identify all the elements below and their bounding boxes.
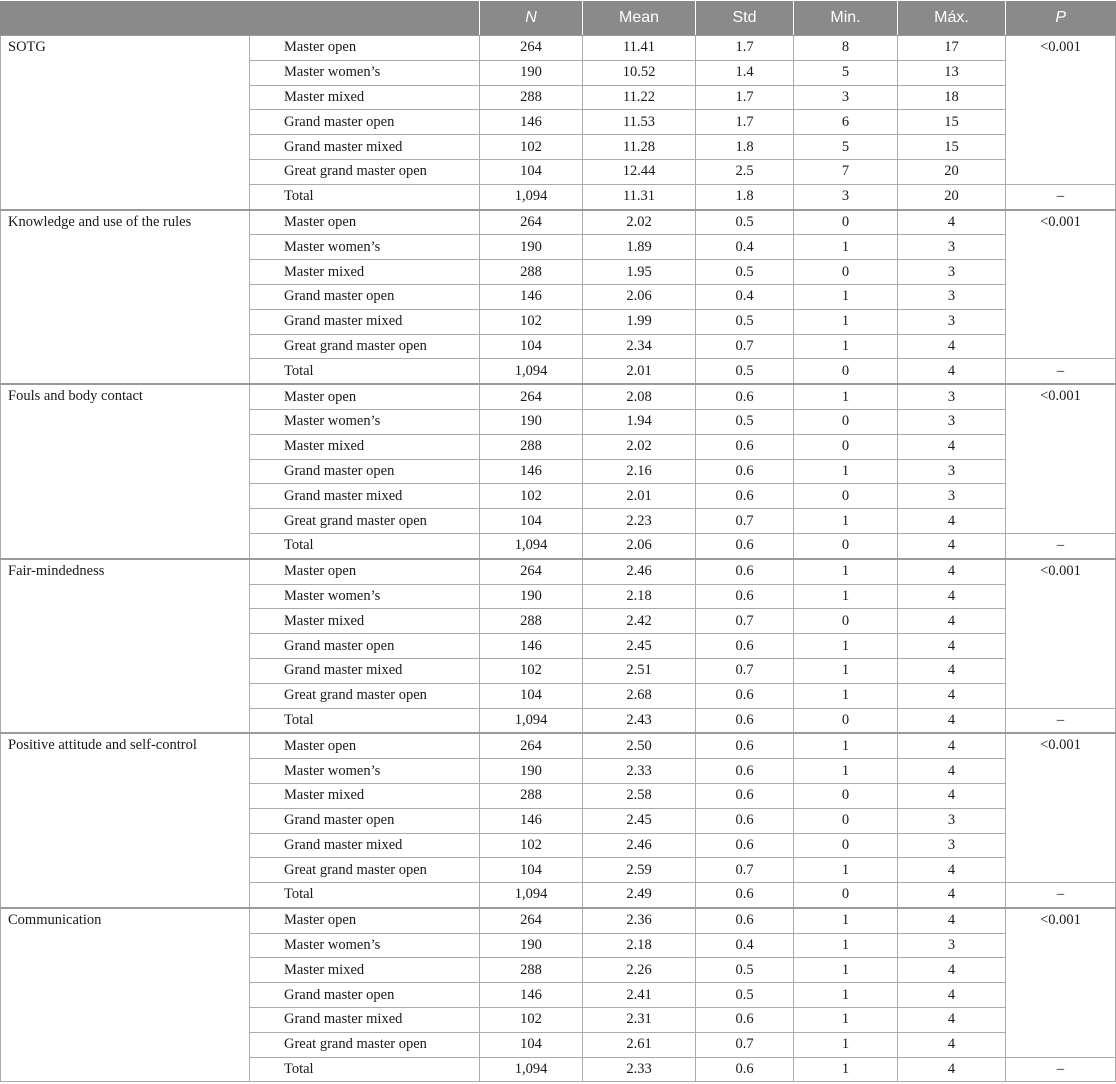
cell-mean: 2.46 bbox=[583, 833, 696, 858]
cell-mean: 2.18 bbox=[583, 584, 696, 609]
group-label: Master open bbox=[250, 559, 480, 584]
cell-n: 146 bbox=[480, 983, 583, 1008]
cell-n: 288 bbox=[480, 260, 583, 285]
table-row bbox=[1, 36, 1116, 61]
group-label: Master women’s bbox=[250, 235, 480, 260]
p-value: <0.001 bbox=[1006, 36, 1116, 185]
cell-min: 1 bbox=[794, 1032, 898, 1057]
cell-std: 0.6 bbox=[696, 484, 794, 509]
cell-mean: 11.53 bbox=[583, 110, 696, 135]
cell-min: 0 bbox=[794, 533, 898, 558]
cell-max: 3 bbox=[898, 260, 1006, 285]
cell-min: 1 bbox=[794, 933, 898, 958]
cell-std: 0.6 bbox=[696, 1008, 794, 1033]
cell-min: 0 bbox=[794, 833, 898, 858]
cell-min: 1 bbox=[794, 584, 898, 609]
group-label: Master open bbox=[250, 733, 480, 758]
cell-std: 0.6 bbox=[696, 733, 794, 758]
group-label: Grand master mixed bbox=[250, 1008, 480, 1033]
cell-max: 3 bbox=[898, 484, 1006, 509]
cell-min: 1 bbox=[794, 1008, 898, 1033]
group-label: Grand master open bbox=[250, 284, 480, 309]
cell-std: 0.5 bbox=[696, 210, 794, 235]
group-label: Great grand master open bbox=[250, 1032, 480, 1057]
cell-n: 190 bbox=[480, 584, 583, 609]
cell-min: 0 bbox=[794, 609, 898, 634]
cell-n: 264 bbox=[480, 733, 583, 758]
cell-min: 1 bbox=[794, 284, 898, 309]
cell-mean: 1.89 bbox=[583, 235, 696, 260]
cell-mean: 2.45 bbox=[583, 634, 696, 659]
cell-min: 3 bbox=[794, 85, 898, 110]
cell-mean: 2.02 bbox=[583, 434, 696, 459]
cell-min: 1 bbox=[794, 509, 898, 534]
cell-max: 4 bbox=[898, 359, 1006, 384]
cell-std: 0.6 bbox=[696, 759, 794, 784]
cell-max: 4 bbox=[898, 958, 1006, 983]
variable-label: Knowledge and use of the rules bbox=[1, 210, 250, 385]
cell-mean: 2.36 bbox=[583, 908, 696, 933]
cell-mean: 2.58 bbox=[583, 783, 696, 808]
cell-max: 4 bbox=[898, 759, 1006, 784]
cell-n: 102 bbox=[480, 135, 583, 160]
cell-mean: 2.02 bbox=[583, 210, 696, 235]
cell-n: 146 bbox=[480, 459, 583, 484]
table-row bbox=[1, 908, 1116, 933]
cell-n: 190 bbox=[480, 933, 583, 958]
header-std: Std bbox=[696, 1, 794, 36]
p-value: <0.001 bbox=[1006, 733, 1116, 882]
header-min: Min. bbox=[794, 1, 898, 36]
cell-max: 4 bbox=[898, 634, 1006, 659]
cell-max: 3 bbox=[898, 235, 1006, 260]
cell-mean: 1.94 bbox=[583, 409, 696, 434]
cell-mean: 2.46 bbox=[583, 559, 696, 584]
group-label: Grand master mixed bbox=[250, 309, 480, 334]
group-label: Master women’s bbox=[250, 759, 480, 784]
variable-label: Fouls and body contact bbox=[1, 384, 250, 559]
group-label: Total bbox=[250, 883, 480, 908]
cell-max: 4 bbox=[898, 983, 1006, 1008]
variable-label: Positive attitude and self-control bbox=[1, 733, 250, 908]
cell-min: 1 bbox=[794, 334, 898, 359]
cell-mean: 2.59 bbox=[583, 858, 696, 883]
cell-std: 1.7 bbox=[696, 85, 794, 110]
header-p: P bbox=[1006, 1, 1116, 36]
cell-std: 1.7 bbox=[696, 36, 794, 61]
cell-n: 102 bbox=[480, 484, 583, 509]
cell-max: 4 bbox=[898, 559, 1006, 584]
group-label: Great grand master open bbox=[250, 159, 480, 184]
cell-min: 1 bbox=[794, 908, 898, 933]
group-label: Grand master mixed bbox=[250, 658, 480, 683]
cell-n: 1,094 bbox=[480, 708, 583, 733]
cell-max: 3 bbox=[898, 284, 1006, 309]
cell-std: 0.7 bbox=[696, 1032, 794, 1057]
group-label: Great grand master open bbox=[250, 683, 480, 708]
cell-n: 190 bbox=[480, 60, 583, 85]
cell-std: 0.7 bbox=[696, 609, 794, 634]
group-label: Grand master mixed bbox=[250, 484, 480, 509]
table-row bbox=[1, 384, 1116, 409]
cell-min: 1 bbox=[794, 384, 898, 409]
cell-std: 2.5 bbox=[696, 159, 794, 184]
cell-min: 0 bbox=[794, 883, 898, 908]
cell-min: 0 bbox=[794, 359, 898, 384]
cell-mean: 2.50 bbox=[583, 733, 696, 758]
header-n: N bbox=[480, 1, 583, 36]
cell-min: 6 bbox=[794, 110, 898, 135]
p-value-total: – bbox=[1006, 184, 1116, 209]
cell-min: 1 bbox=[794, 309, 898, 334]
cell-n: 190 bbox=[480, 759, 583, 784]
cell-max: 4 bbox=[898, 908, 1006, 933]
cell-n: 1,094 bbox=[480, 1057, 583, 1082]
cell-n: 288 bbox=[480, 958, 583, 983]
cell-std: 0.6 bbox=[696, 384, 794, 409]
cell-n: 104 bbox=[480, 683, 583, 708]
table-body bbox=[1, 36, 1116, 1082]
cell-max: 15 bbox=[898, 135, 1006, 160]
cell-min: 1 bbox=[794, 235, 898, 260]
cell-std: 0.6 bbox=[696, 1057, 794, 1082]
cell-mean: 11.28 bbox=[583, 135, 696, 160]
cell-n: 288 bbox=[480, 609, 583, 634]
cell-max: 4 bbox=[898, 434, 1006, 459]
cell-max: 4 bbox=[898, 708, 1006, 733]
cell-max: 4 bbox=[898, 533, 1006, 558]
cell-mean: 2.34 bbox=[583, 334, 696, 359]
cell-min: 1 bbox=[794, 658, 898, 683]
cell-max: 4 bbox=[898, 783, 1006, 808]
cell-std: 0.5 bbox=[696, 958, 794, 983]
cell-mean: 2.43 bbox=[583, 708, 696, 733]
cell-n: 1,094 bbox=[480, 883, 583, 908]
cell-min: 3 bbox=[794, 184, 898, 209]
cell-std: 0.4 bbox=[696, 235, 794, 260]
p-value-total: – bbox=[1006, 708, 1116, 733]
cell-max: 4 bbox=[898, 509, 1006, 534]
cell-max: 4 bbox=[898, 334, 1006, 359]
cell-max: 3 bbox=[898, 933, 1006, 958]
cell-min: 0 bbox=[794, 708, 898, 733]
group-label: Great grand master open bbox=[250, 509, 480, 534]
group-label: Great grand master open bbox=[250, 334, 480, 359]
cell-std: 0.7 bbox=[696, 509, 794, 534]
cell-mean: 2.31 bbox=[583, 1008, 696, 1033]
cell-max: 4 bbox=[898, 733, 1006, 758]
cell-std: 0.6 bbox=[696, 634, 794, 659]
cell-mean: 2.61 bbox=[583, 1032, 696, 1057]
cell-max: 3 bbox=[898, 384, 1006, 409]
header-label-blank bbox=[1, 1, 480, 36]
cell-min: 1 bbox=[794, 958, 898, 983]
group-label: Master mixed bbox=[250, 260, 480, 285]
cell-max: 4 bbox=[898, 1057, 1006, 1082]
group-label: Grand master mixed bbox=[250, 135, 480, 160]
cell-n: 288 bbox=[480, 783, 583, 808]
cell-mean: 2.01 bbox=[583, 484, 696, 509]
cell-std: 0.5 bbox=[696, 983, 794, 1008]
cell-n: 1,094 bbox=[480, 533, 583, 558]
cell-min: 0 bbox=[794, 783, 898, 808]
group-label: Grand master mixed bbox=[250, 833, 480, 858]
cell-mean: 2.08 bbox=[583, 384, 696, 409]
cell-std: 0.5 bbox=[696, 409, 794, 434]
p-value: <0.001 bbox=[1006, 384, 1116, 533]
cell-mean: 2.23 bbox=[583, 509, 696, 534]
cell-n: 264 bbox=[480, 559, 583, 584]
cell-std: 0.4 bbox=[696, 284, 794, 309]
cell-n: 190 bbox=[480, 235, 583, 260]
header-max: Máx. bbox=[898, 1, 1006, 36]
group-label: Master women’s bbox=[250, 60, 480, 85]
cell-max: 3 bbox=[898, 409, 1006, 434]
cell-min: 0 bbox=[794, 409, 898, 434]
cell-max: 4 bbox=[898, 883, 1006, 908]
cell-max: 3 bbox=[898, 309, 1006, 334]
group-label: Master women’s bbox=[250, 409, 480, 434]
cell-mean: 2.18 bbox=[583, 933, 696, 958]
cell-std: 0.4 bbox=[696, 933, 794, 958]
cell-n: 146 bbox=[480, 808, 583, 833]
cell-mean: 11.22 bbox=[583, 85, 696, 110]
cell-n: 1,094 bbox=[480, 184, 583, 209]
variable-label: Communication bbox=[1, 908, 250, 1082]
cell-std: 0.6 bbox=[696, 708, 794, 733]
cell-min: 5 bbox=[794, 60, 898, 85]
header-row bbox=[1, 1, 1116, 36]
cell-mean: 2.49 bbox=[583, 883, 696, 908]
cell-std: 0.6 bbox=[696, 808, 794, 833]
cell-min: 1 bbox=[794, 683, 898, 708]
cell-max: 4 bbox=[898, 658, 1006, 683]
cell-n: 1,094 bbox=[480, 359, 583, 384]
cell-mean: 2.68 bbox=[583, 683, 696, 708]
cell-min: 0 bbox=[794, 260, 898, 285]
cell-max: 4 bbox=[898, 683, 1006, 708]
cell-max: 20 bbox=[898, 184, 1006, 209]
table-row bbox=[1, 210, 1116, 235]
p-value-total: – bbox=[1006, 883, 1116, 908]
group-label: Total bbox=[250, 359, 480, 384]
cell-mean: 2.26 bbox=[583, 958, 696, 983]
cell-max: 13 bbox=[898, 60, 1006, 85]
group-label: Master mixed bbox=[250, 609, 480, 634]
cell-mean: 1.99 bbox=[583, 309, 696, 334]
cell-min: 7 bbox=[794, 159, 898, 184]
cell-max: 18 bbox=[898, 85, 1006, 110]
cell-n: 102 bbox=[480, 1008, 583, 1033]
cell-mean: 11.41 bbox=[583, 36, 696, 61]
cell-mean: 2.16 bbox=[583, 459, 696, 484]
cell-n: 104 bbox=[480, 334, 583, 359]
cell-max: 3 bbox=[898, 808, 1006, 833]
cell-mean: 2.51 bbox=[583, 658, 696, 683]
group-label: Total bbox=[250, 1057, 480, 1082]
cell-min: 1 bbox=[794, 858, 898, 883]
cell-mean: 2.45 bbox=[583, 808, 696, 833]
group-label: Grand master open bbox=[250, 983, 480, 1008]
cell-n: 146 bbox=[480, 110, 583, 135]
p-value: <0.001 bbox=[1006, 559, 1116, 708]
group-label: Grand master open bbox=[250, 634, 480, 659]
cell-std: 0.7 bbox=[696, 334, 794, 359]
group-label: Master open bbox=[250, 384, 480, 409]
cell-mean: 1.95 bbox=[583, 260, 696, 285]
cell-mean: 2.06 bbox=[583, 533, 696, 558]
cell-max: 4 bbox=[898, 584, 1006, 609]
cell-mean: 2.42 bbox=[583, 609, 696, 634]
cell-n: 104 bbox=[480, 509, 583, 534]
cell-n: 102 bbox=[480, 833, 583, 858]
cell-std: 1.8 bbox=[696, 135, 794, 160]
group-label: Great grand master open bbox=[250, 858, 480, 883]
cell-std: 0.6 bbox=[696, 833, 794, 858]
cell-min: 1 bbox=[794, 634, 898, 659]
cell-mean: 2.06 bbox=[583, 284, 696, 309]
cell-min: 0 bbox=[794, 484, 898, 509]
variable-label: SOTG bbox=[1, 36, 250, 210]
cell-n: 102 bbox=[480, 309, 583, 334]
cell-mean: 2.33 bbox=[583, 1057, 696, 1082]
variable-label: Fair-mindedness bbox=[1, 559, 250, 734]
cell-n: 288 bbox=[480, 434, 583, 459]
cell-min: 1 bbox=[794, 733, 898, 758]
cell-min: 5 bbox=[794, 135, 898, 160]
cell-mean: 10.52 bbox=[583, 60, 696, 85]
cell-max: 3 bbox=[898, 459, 1006, 484]
cell-n: 146 bbox=[480, 284, 583, 309]
header-mean: Mean bbox=[583, 1, 696, 36]
cell-max: 17 bbox=[898, 36, 1006, 61]
cell-max: 4 bbox=[898, 609, 1006, 634]
cell-std: 0.6 bbox=[696, 584, 794, 609]
cell-n: 146 bbox=[480, 634, 583, 659]
group-label: Total bbox=[250, 708, 480, 733]
p-value: <0.001 bbox=[1006, 210, 1116, 359]
group-label: Master mixed bbox=[250, 783, 480, 808]
cell-std: 0.6 bbox=[696, 434, 794, 459]
group-label: Master open bbox=[250, 210, 480, 235]
cell-std: 0.7 bbox=[696, 658, 794, 683]
group-label: Master mixed bbox=[250, 958, 480, 983]
group-label: Total bbox=[250, 184, 480, 209]
table-row bbox=[1, 733, 1116, 758]
cell-mean: 2.33 bbox=[583, 759, 696, 784]
cell-mean: 2.01 bbox=[583, 359, 696, 384]
cell-std: 0.6 bbox=[696, 883, 794, 908]
cell-min: 1 bbox=[794, 983, 898, 1008]
p-value: <0.001 bbox=[1006, 908, 1116, 1057]
cell-std: 1.7 bbox=[696, 110, 794, 135]
cell-std: 0.5 bbox=[696, 309, 794, 334]
cell-max: 4 bbox=[898, 1032, 1006, 1057]
cell-n: 190 bbox=[480, 409, 583, 434]
cell-mean: 12.44 bbox=[583, 159, 696, 184]
p-value-total: – bbox=[1006, 1057, 1116, 1082]
cell-n: 102 bbox=[480, 658, 583, 683]
cell-std: 0.6 bbox=[696, 559, 794, 584]
table-header bbox=[1, 1, 1116, 36]
cell-min: 1 bbox=[794, 459, 898, 484]
cell-max: 20 bbox=[898, 159, 1006, 184]
p-value-total: – bbox=[1006, 533, 1116, 558]
cell-min: 1 bbox=[794, 1057, 898, 1082]
cell-std: 0.6 bbox=[696, 533, 794, 558]
p-value-total: – bbox=[1006, 359, 1116, 384]
cell-n: 264 bbox=[480, 210, 583, 235]
group-label: Master mixed bbox=[250, 434, 480, 459]
cell-n: 288 bbox=[480, 85, 583, 110]
cell-std: 0.5 bbox=[696, 359, 794, 384]
cell-n: 264 bbox=[480, 36, 583, 61]
group-label: Master women’s bbox=[250, 584, 480, 609]
cell-min: 1 bbox=[794, 559, 898, 584]
cell-std: 0.5 bbox=[696, 260, 794, 285]
table-row bbox=[1, 559, 1116, 584]
cell-std: 0.6 bbox=[696, 783, 794, 808]
cell-std: 0.6 bbox=[696, 683, 794, 708]
group-label: Master open bbox=[250, 908, 480, 933]
group-label: Master women’s bbox=[250, 933, 480, 958]
cell-std: 0.6 bbox=[696, 908, 794, 933]
cell-n: 104 bbox=[480, 159, 583, 184]
cell-min: 0 bbox=[794, 434, 898, 459]
cell-std: 1.8 bbox=[696, 184, 794, 209]
cell-mean: 11.31 bbox=[583, 184, 696, 209]
cell-max: 4 bbox=[898, 210, 1006, 235]
group-label: Grand master open bbox=[250, 459, 480, 484]
cell-max: 15 bbox=[898, 110, 1006, 135]
cell-min: 1 bbox=[794, 759, 898, 784]
cell-std: 0.6 bbox=[696, 459, 794, 484]
cell-n: 264 bbox=[480, 384, 583, 409]
cell-mean: 2.41 bbox=[583, 983, 696, 1008]
group-label: Grand master open bbox=[250, 110, 480, 135]
cell-min: 0 bbox=[794, 210, 898, 235]
group-label: Master mixed bbox=[250, 85, 480, 110]
cell-std: 1.4 bbox=[696, 60, 794, 85]
group-label: Master open bbox=[250, 36, 480, 61]
cell-n: 104 bbox=[480, 1032, 583, 1057]
cell-min: 8 bbox=[794, 36, 898, 61]
cell-max: 4 bbox=[898, 1008, 1006, 1033]
cell-n: 104 bbox=[480, 858, 583, 883]
cell-std: 0.7 bbox=[696, 858, 794, 883]
group-label: Total bbox=[250, 533, 480, 558]
statistics-table bbox=[0, 1, 1116, 1082]
cell-max: 3 bbox=[898, 833, 1006, 858]
cell-max: 4 bbox=[898, 858, 1006, 883]
cell-n: 264 bbox=[480, 908, 583, 933]
group-label: Grand master open bbox=[250, 808, 480, 833]
cell-min: 0 bbox=[794, 808, 898, 833]
